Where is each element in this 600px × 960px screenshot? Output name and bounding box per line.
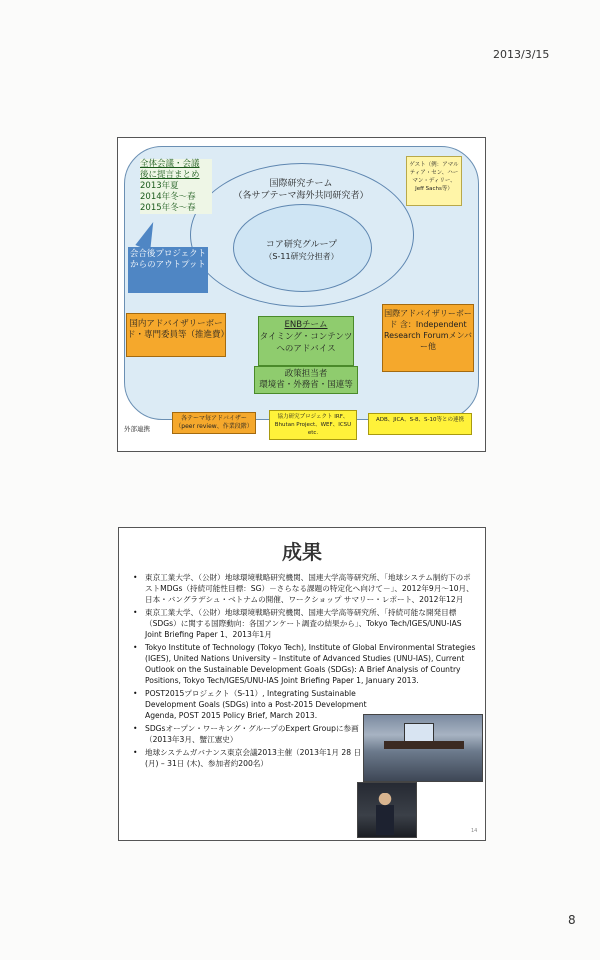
policy-box [254, 366, 358, 394]
slide-results [118, 527, 486, 841]
conference-hall-photo [363, 714, 483, 782]
policy-title: 政策担当者 [284, 369, 328, 379]
list-item: • 東京工業大学、（公財）地球環境戦略研究機関、国連大学高等研究所、「地球システム制約下のポストMDGs（持続可能性目標：SG）－さらなる課題の特定化へ向けて－」、2012年9月〜10月、日本・バングラデシュ・ベトナムの開催、ワークショップ サマリー・レポート、2012年12月 [131, 572, 477, 605]
core-group-title: コア研究グループ [265, 240, 338, 250]
output-callout: 会合後プロジェクトからのアウトプット [128, 247, 208, 293]
guest-box: ゲスト（例：アマルティア・セン、ハーマン・ディリー、Jeff Sachs等） [406, 156, 462, 206]
external-project-box: 協力研究プロジェクト IRF、Bhutan Project、WEF、ICSU etc. [269, 410, 357, 440]
enb-body: タイミング・コンテンツへのアドバイス [259, 332, 353, 354]
external-partner-box: ADB、JICA、S-8、S-10等との連携 [368, 413, 472, 435]
summary-line: 後に提言まとめ [140, 170, 200, 180]
page-date: 2013/3/15 [493, 48, 550, 61]
list-item: • 東京工業大学、（公財）地球環境戦略研究機関、国連大学高等研究所、「持続可能な開発目標（SDGs）に関する国際動向：各国アンケート調査の結果から」、Tokyo Tech/IGES/UNU-IAS Joint Briefing Paper 1、2013年1月 [131, 607, 477, 640]
slide-number: 14 [471, 828, 478, 834]
page-number: 8 [568, 913, 576, 927]
summary-line: 2015年冬～春 [140, 203, 196, 213]
enb-team-box [258, 316, 354, 366]
intl-team-title: 国際研究チーム [269, 179, 333, 189]
projector-screen [404, 723, 434, 743]
enb-title: ENBチーム [284, 320, 328, 330]
external-label: 外部連携 [124, 425, 150, 433]
slide-title: 成果 [282, 540, 322, 564]
external-advisor-box: 各テーマ毎アドバイザー（peer review、作業段階） [172, 412, 256, 434]
intl-advisory-box: 国際アドバイザリーボード 含：Independent Research Forumメンバー他 [382, 304, 474, 372]
list-item: • 地球システムガバナンス東京会議2013主催（2013年1月 28 日(月) – 31日 (木)、参加者約200名） [131, 747, 367, 769]
intl-team-sub: （各サブテーマ海外共同研究者） [233, 191, 369, 201]
domestic-advisory-box: 国内アドバイザリーボード・専門委員等（推進費） [126, 313, 226, 357]
summary-line: 2014年冬～春 [140, 192, 196, 202]
speaker-figure [376, 793, 394, 835]
stage [384, 741, 464, 749]
list-item: • POST2015プロジェクト（S-11）, Integrating Sustainable Development Goals (SDGs) into a Post-2015 Development Agenda, POST 2015 Policy Brief, March 2013. [131, 688, 367, 721]
summary-line: 全体会議・会議 [140, 159, 200, 169]
speaker-photo [357, 782, 417, 838]
core-group-sub: （S-11研究分担者） [264, 252, 339, 261]
slide-project-structure [117, 137, 486, 452]
list-item: • SDGsオープン・ワーキング・グループのExpert Groupに参画（2013年3月、蟹江憲史） [131, 723, 367, 745]
list-item: • Tokyo Institute of Technology (Tokyo Tech), Institute of Global Environmental Strategies (IGES), United Nations University – Institute of Advanced Studies (UNU-IAS), Current Outlook on the Sustainable Development Goals (SDGs): A Brief Analysis of Country Positions, Tokyo Tech/IGES/UNU-IAS Joint Briefing Paper 1, January 2013. [131, 642, 477, 686]
policy-body: 環境省・外務省・国連等 [259, 380, 353, 390]
meeting-summary [140, 159, 212, 214]
summary-line: 2013年夏 [140, 181, 179, 191]
